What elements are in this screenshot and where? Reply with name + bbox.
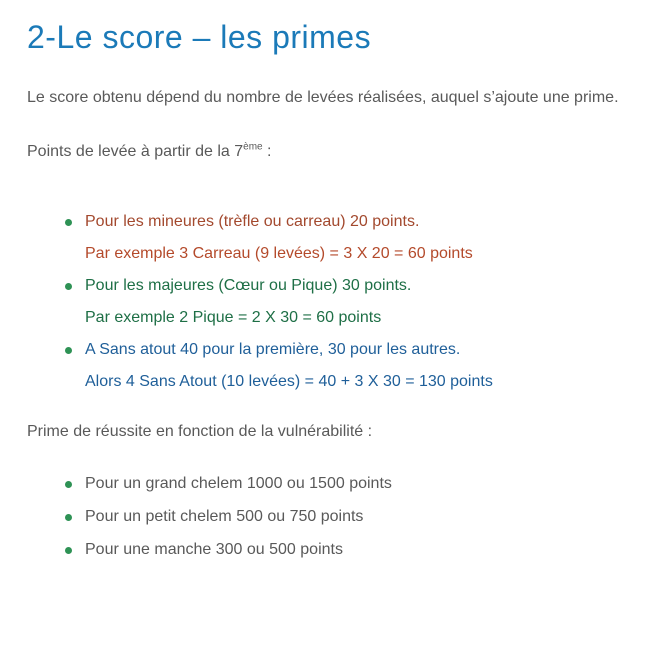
prime-list: [27, 467, 640, 566]
list-item-text: Pour un grand chelem 1000 ou 1500 points: [85, 475, 392, 492]
list-item-minors: [27, 206, 640, 270]
bullet-icon: [65, 283, 72, 290]
bullet-icon: [65, 547, 72, 554]
levee-points-heading: [27, 135, 640, 169]
list-item-notrump: [27, 334, 640, 398]
page-title: 2-Le score – les primes: [27, 19, 372, 55]
prime-heading: Prime de réussite en fonction de la vulnérabilité :: [27, 423, 373, 440]
list-item-main: Pour les majeures (Cœur ou Pique) 30 points.: [85, 277, 412, 294]
levee-heading-suffix: :: [262, 143, 272, 160]
levee-points-list: [27, 206, 640, 398]
list-item-text: Pour une manche 300 ou 500 points: [85, 541, 343, 558]
bullet-icon: [65, 219, 72, 226]
levee-heading-superscript: ème: [243, 141, 263, 153]
list-item-main: A Sans atout 40 pour la première, 30 pour les autres.: [85, 341, 461, 358]
list-item-example: Par exemple 2 Pique = 2 X 30 = 60 points: [85, 309, 382, 326]
list-item-grand-chelem: [27, 467, 640, 500]
list-item-example: Par exemple 3 Carreau (9 levées) = 3 X 20 = 60 points: [85, 245, 473, 262]
bullet-icon: [65, 481, 72, 488]
list-item-manche: [27, 533, 640, 566]
list-item-example: Alors 4 Sans Atout (10 levées) = 40 + 3 X 30 = 130 points: [85, 373, 493, 390]
list-item-text: Pour un petit chelem 500 ou 750 points: [85, 508, 364, 525]
intro-paragraph: Le score obtenu dépend du nombre de levées réalisées, auquel s’ajoute une prime.: [27, 89, 619, 106]
levee-heading-prefix: Points de levée à partir de la 7: [27, 143, 244, 160]
list-item-majors: [27, 270, 640, 334]
bullet-icon: [65, 514, 72, 521]
bullet-icon: [65, 347, 72, 354]
list-item-main: Pour les mineures (trèfle ou carreau) 20 points.: [85, 213, 420, 230]
list-item-petit-chelem: [27, 500, 640, 533]
